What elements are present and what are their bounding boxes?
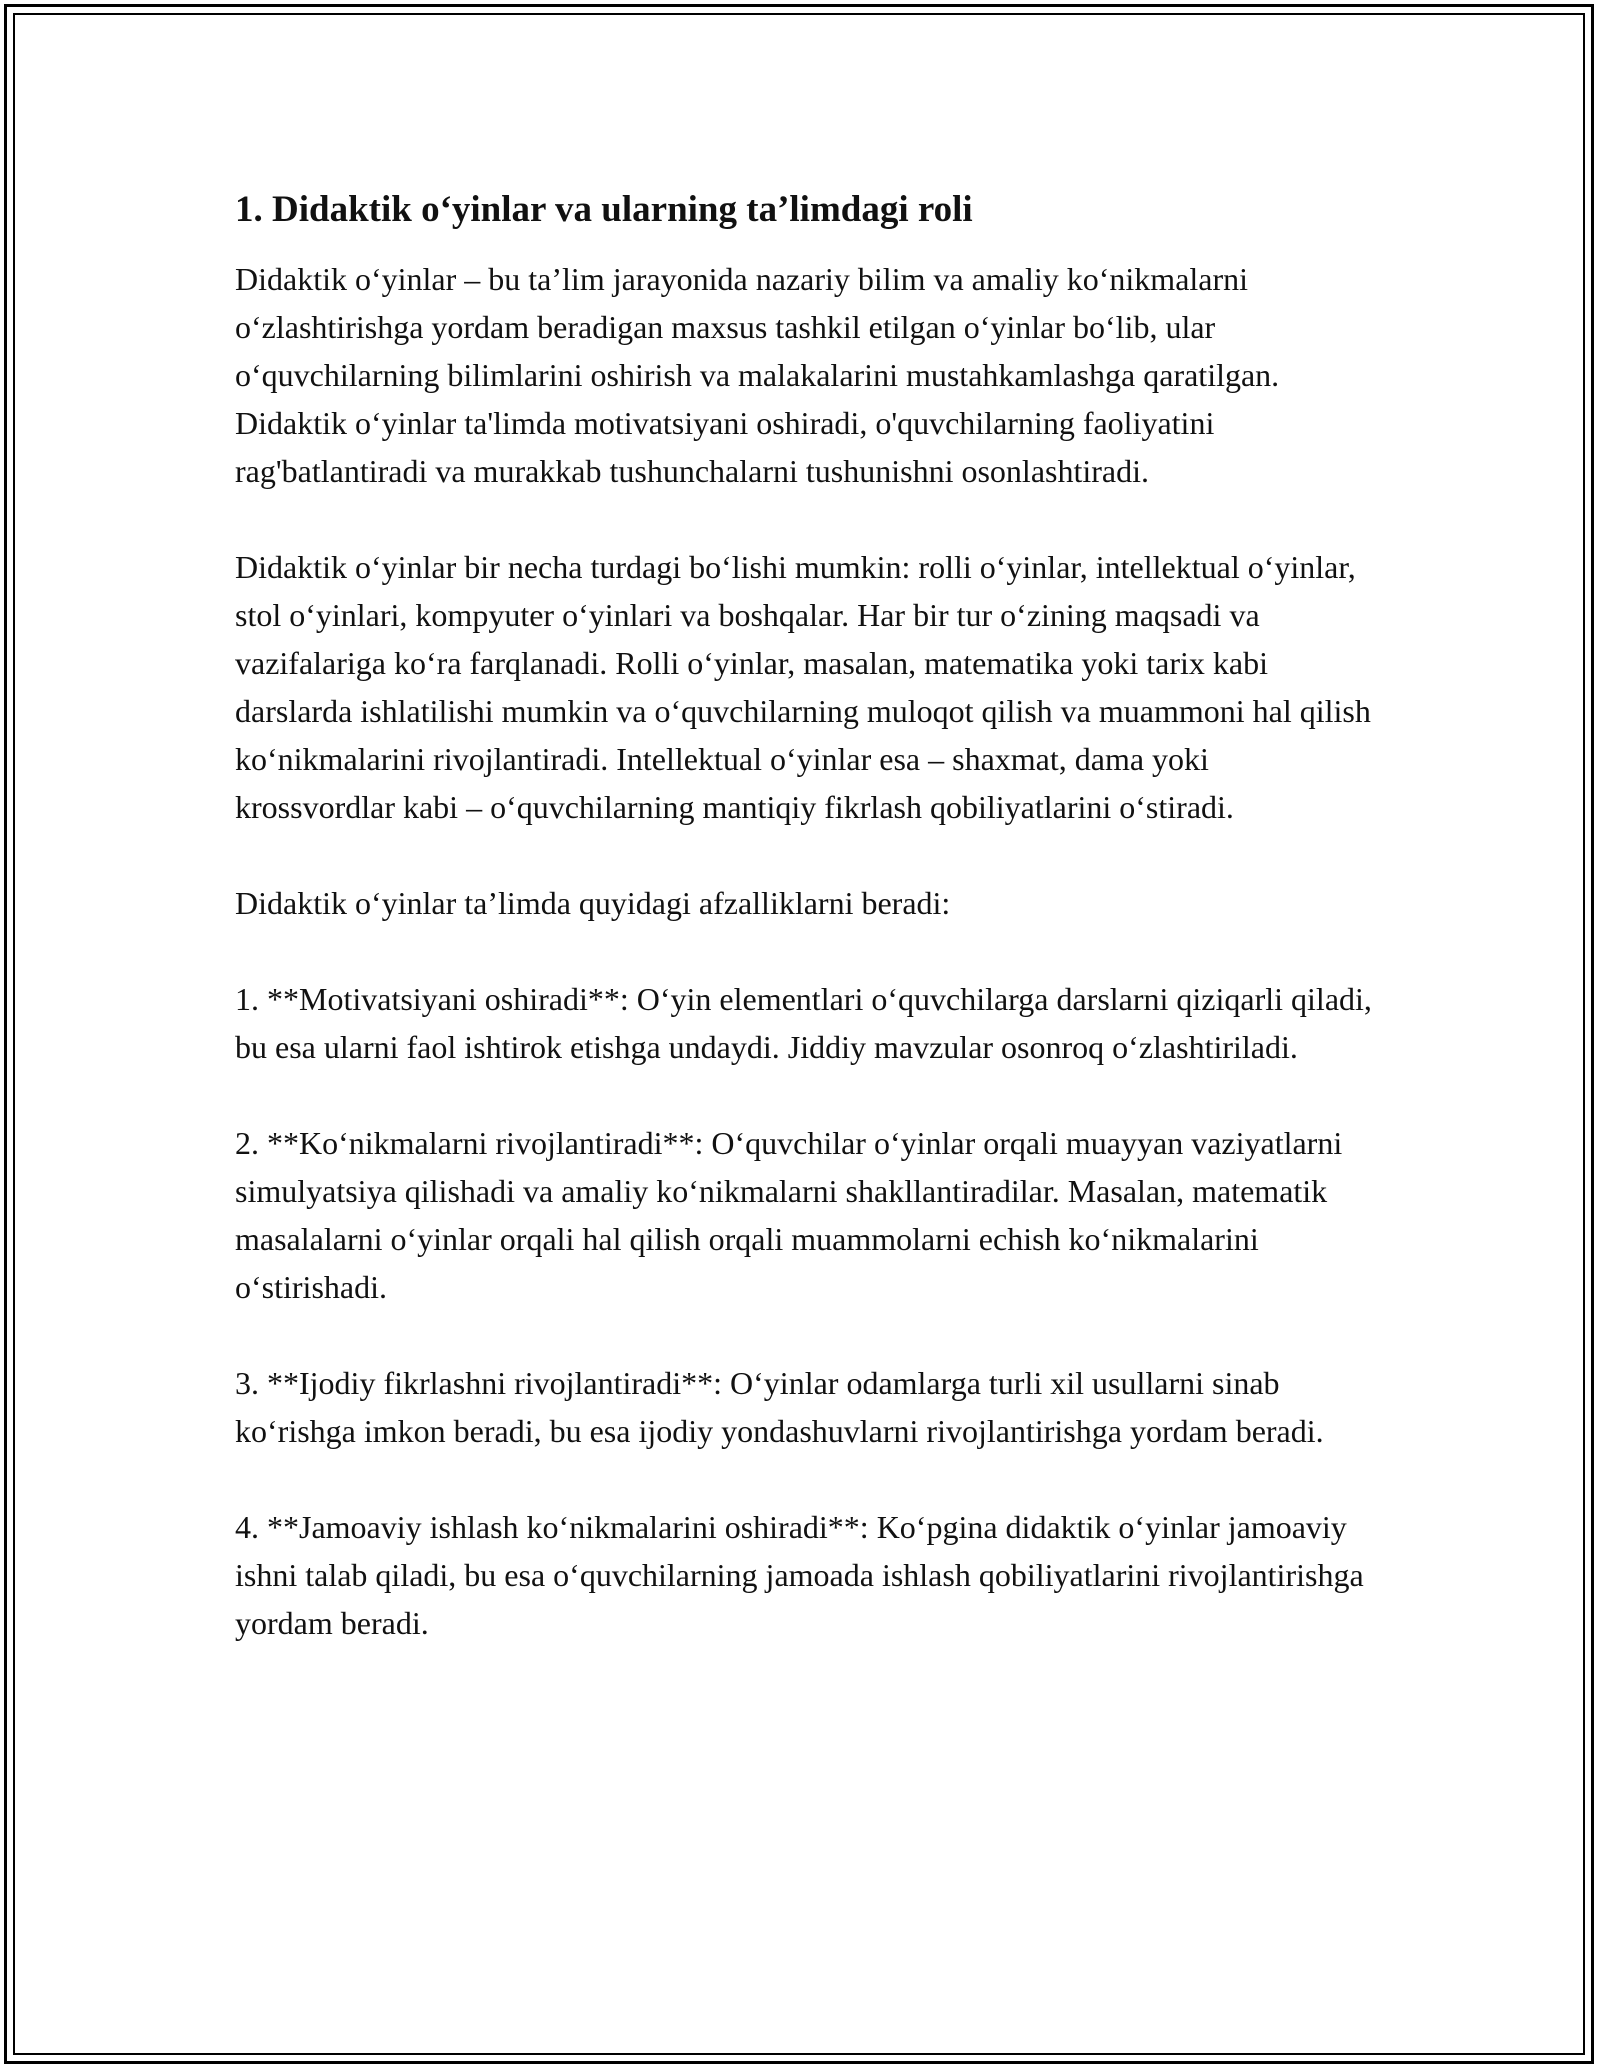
advantage-item-4: 4. **Jamoaviy ishlash ko‘nikmalarini oshiradi**: Ko‘pgina didaktik o‘yinlar jamoaviy ishni talab qiladi, bu esa o‘quvchilarning jamoada ishlash qobiliyatlarini rivojlantirishga yordam beradi. xyxy=(235,1509,1364,1641)
advantage-item-2: 2. **Ko‘nikmalarni rivojlantiradi**: O‘quvchilar o‘yinlar orqali muayyan vaziyatlarni simulyatsiya qilishadi va amaliy ko‘nikmalarni shakllantiradilar. Masalan, matematik masalalarni o‘yinlar orqali hal qilish orqali muammolarni echish ko‘nikmalarini o‘stirishadi. xyxy=(235,1125,1343,1305)
advantages-intro: Didaktik o‘yinlar ta’limda quyidagi afzalliklarni beradi: xyxy=(235,885,951,921)
intro-paragraph: Didaktik o‘yinlar – bu ta’lim jarayonida nazariy bilim va amaliy ko‘nikmalarni o‘zlashtirishga yordam beradigan maxsus tashkil etilgan o‘yinlar bo‘lib, ular o‘quvchilarning bilimlarini oshirish va malakalarini mustahkamlashga qaratilgan. Didaktik o‘yinlar ta'limda motivatsiyani oshiradi, o'quvchilarning faoliyatini rag'batlantiradi va murakkab tushunchalarni tushunishni osonlashtiradi. xyxy=(235,261,1280,489)
section-heading: 1. Didaktik o‘yinlar va ularning ta’limdagi roli xyxy=(235,189,973,230)
advantage-item-1: 1. **Motivatsiyani oshiradi**: O‘yin elementlari o‘quvchilarga darslarni qiziqarli qiladi, bu esa ularni faol ishtirok etishga undaydi. Jiddiy mavzular osonroq o‘zlashtiriladi. xyxy=(235,981,1372,1065)
document-body xyxy=(235,185,1375,1695)
advantage-item-3: 3. **Ijodiy fikrlashni rivojlantiradi**: O‘yinlar odamlarga turli xil usullarni sinab ko‘rishga imkon beradi, bu esa ijodiy yondashuvlarni rivojlantirishga yordam beradi. xyxy=(235,1365,1324,1449)
types-paragraph: Didaktik o‘yinlar bir necha turdagi bo‘lishi mumkin: rolli o‘yinlar, intellektual o‘yinlar, stol o‘yinlari, kompyuter o‘yinlari va boshqalar. Har bir tur o‘zining maqsadi va vazifalariga ko‘ra farqlanadi. Rolli o‘yinlar, masalan, matematika yoki tarix kabi darslarda ishlatilishi mumkin va o‘quvchilarning muloqot qilish va muammoni hal qilish ko‘nikmalarini rivojlantiradi. Intellektual o‘yinlar esa – shaxmat, dama yoki krossvordlar kabi – o‘quvchilarning mantiqiy fikrlash qobiliyatlarini o‘stiradi. xyxy=(235,549,1371,825)
